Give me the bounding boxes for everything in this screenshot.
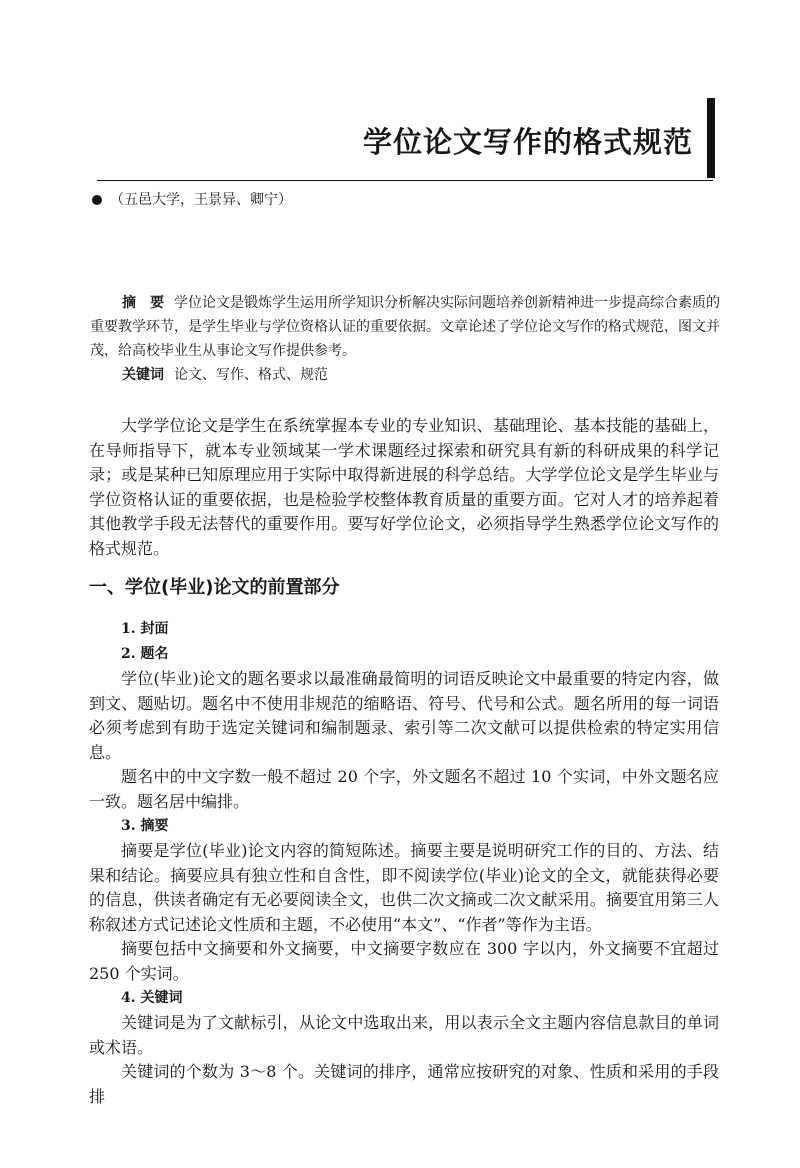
keywords-text: 论文、写作、格式、规范	[174, 367, 328, 383]
paragraph-keywords-1: 关键词是为了文献标引，从论文中选取出来，用以表示全文主题内容信息款目的单词或术语。	[89, 1013, 719, 1057]
subheading-keywords: 4. 关键词	[121, 990, 183, 1006]
abstract-block	[90, 291, 720, 387]
abstract-text: 学位论文是锻炼学生运用所学知识分析解决实际问题培养创新精神进一步提高综合素质的重要教学环节，是学生毕业与学位资格认证的重要依据。文章论述了学位论文写作的格式规范，图文并茂，给高校毕业生从事论文写作提供参考。	[90, 295, 720, 359]
author-line	[92, 189, 292, 209]
title-block	[362, 98, 715, 178]
keywords-label: 关键词	[122, 367, 164, 383]
subheading-cover: 1. 封面	[121, 621, 169, 637]
keywords-line	[90, 363, 720, 387]
paragraph-abstract-2: 摘要包括中文摘要和外文摘要，中文摘要字数应在 300 字以内，外文摘要不宜超过 250 个实词。	[89, 939, 719, 983]
title-bar	[707, 98, 715, 178]
bullet-icon	[92, 195, 102, 205]
subheading-abstract: 3. 摘要	[121, 818, 169, 834]
abstract-label: 摘 要	[122, 295, 164, 311]
subheading-title: 2. 题名	[121, 646, 169, 662]
page-title: 学位论文写作的格式规范	[362, 125, 693, 159]
paragraph-title-1: 学位(毕业)论文的题名要求以最准确最简明的词语反映论文中最重要的特定内容，做到文、题贴切。题名中不使用非规范的缩略语、符号、代号和公式。题名所用的每一词语必须考虑到有助于选定关键词和编制题录、索引等二次文献可以提供检索的特定实用信息。	[89, 669, 719, 762]
abstract-paragraph	[90, 291, 720, 363]
author-text: （五邑大学，王景异、卿宁）	[110, 192, 292, 208]
section-heading: 一、学位(毕业)论文的前置部分	[89, 577, 340, 598]
title-rule	[97, 180, 713, 181]
paragraph-keywords-2: 关键词的个数为 3～8 个。关键词的排序，通常应按研究的对象、性质和采用的手段排	[89, 1062, 719, 1106]
intro-paragraph: 大学学位论文是学生在系统掌握本专业的专业知识、基础理论、基本技能的基础上，在导师指导下，就本专业领域某一学术课题经过探索和研究具有新的科研成果的科学记录；或是某种已知原理应用于实际中取得新进展的科学总结。大学学位论文是学生毕业与学位资格认证的重要依据，也是检验学校整体教育质量的重要方面。它对人才的培养起着其他教学手段无法替代的重要作用。要写好学位论文，必须指导学生熟悉学位论文写作的格式规范。	[89, 416, 719, 558]
paragraph-abstract-1: 摘要是学位(毕业)论文内容的简短陈述。摘要主要是说明研究工作的目的、方法、结果和结论。摘要应具有独立性和自含性，即不阅读学位(毕业)论文的全文，就能获得必要的信息，供读者确定有无必要阅读全文，也供二次文摘或二次文献采用。摘要宜用第三人称叙述方式记述论文性质和主题，不必使用“本文”、“作者”等作为主语。	[89, 841, 719, 934]
paragraph-title-2: 题名中的中文字数一般不超过 20 个字，外文题名不超过 10 个实词，中外文题名应一致。题名居中编排。	[89, 767, 719, 811]
body-text	[89, 414, 719, 1109]
